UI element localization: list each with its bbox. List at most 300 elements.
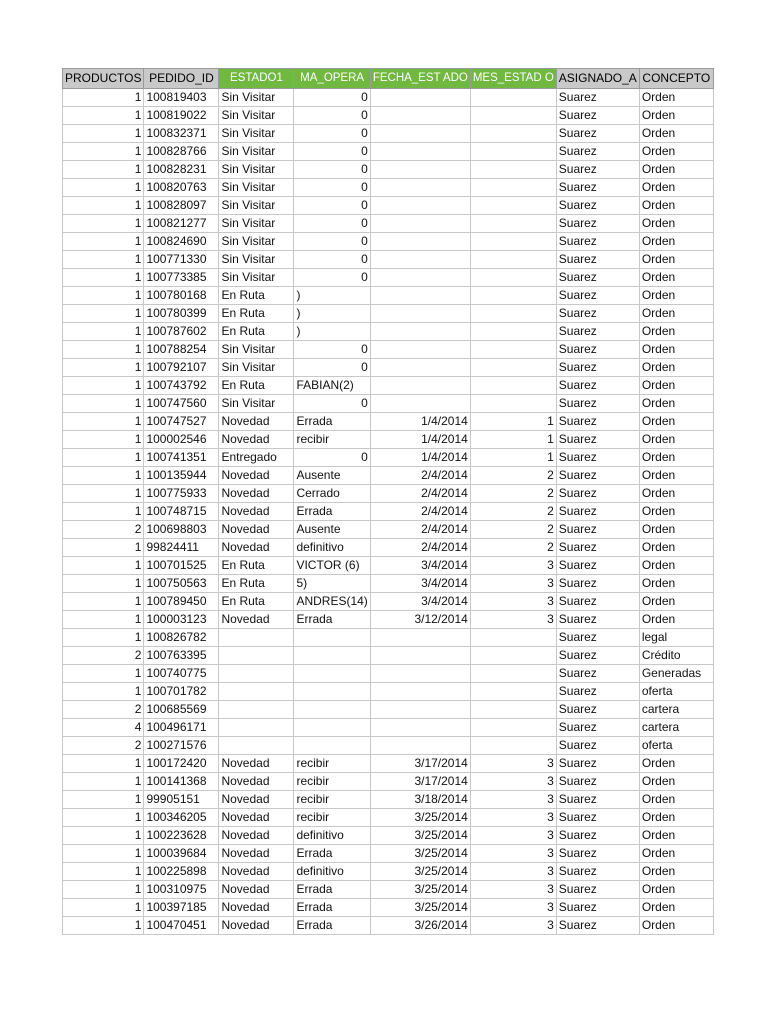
table-cell[interactable]: 1	[63, 593, 144, 611]
table-cell[interactable]: 2	[470, 503, 556, 521]
table-cell[interactable]: Suarez	[556, 377, 639, 395]
table-cell[interactable]: Suarez	[556, 161, 639, 179]
table-cell[interactable]: Errada	[294, 917, 370, 935]
table-cell[interactable]: Orden	[639, 449, 713, 467]
table-cell[interactable]: Suarez	[556, 503, 639, 521]
table-cell[interactable]: Suarez	[556, 467, 639, 485]
table-cell[interactable]: 4	[63, 719, 144, 737]
table-cell[interactable]	[219, 701, 294, 719]
table-cell[interactable]	[470, 629, 556, 647]
table-cell[interactable]: Suarez	[556, 323, 639, 341]
table-cell[interactable]: Suarez	[556, 647, 639, 665]
table-cell[interactable]: 3/17/2014	[370, 755, 470, 773]
table-cell[interactable]	[370, 719, 470, 737]
table-cell[interactable]: Suarez	[556, 233, 639, 251]
table-cell[interactable]	[470, 665, 556, 683]
table-cell[interactable]: Suarez	[556, 755, 639, 773]
table-cell[interactable]: En Ruta	[219, 287, 294, 305]
table-cell[interactable]: 100002546	[144, 431, 219, 449]
table-cell[interactable]: Orden	[639, 593, 713, 611]
table-cell[interactable]: Orden	[639, 377, 713, 395]
table-cell[interactable]: )	[294, 323, 370, 341]
table-cell[interactable]	[370, 341, 470, 359]
table-cell[interactable]: 2/4/2014	[370, 485, 470, 503]
table-cell[interactable]: 3	[470, 611, 556, 629]
table-cell[interactable]: Suarez	[556, 827, 639, 845]
table-cell[interactable]: Sin Visitar	[219, 143, 294, 161]
table-cell[interactable]: Suarez	[556, 665, 639, 683]
table-cell[interactable]: 1	[63, 269, 144, 287]
table-cell[interactable]: Novedad	[219, 773, 294, 791]
table-cell[interactable]: 100789450	[144, 593, 219, 611]
table-cell[interactable]: Errada	[294, 503, 370, 521]
table-cell[interactable]: Orden	[639, 125, 713, 143]
table-cell[interactable]: Orden	[639, 323, 713, 341]
table-cell[interactable]: 100748715	[144, 503, 219, 521]
table-cell[interactable]: 100698803	[144, 521, 219, 539]
table-cell[interactable]	[219, 719, 294, 737]
table-cell[interactable]: Novedad	[219, 485, 294, 503]
table-cell[interactable]: Novedad	[219, 791, 294, 809]
table-cell[interactable]: En Ruta	[219, 557, 294, 575]
table-cell[interactable]: 1	[63, 683, 144, 701]
table-cell[interactable]: Novedad	[219, 809, 294, 827]
table-cell[interactable]	[219, 737, 294, 755]
table-cell[interactable]: 3	[470, 791, 556, 809]
table-cell[interactable]	[370, 683, 470, 701]
table-cell[interactable]: 100496171	[144, 719, 219, 737]
table-cell[interactable]	[370, 251, 470, 269]
table-cell[interactable]: 100397185	[144, 899, 219, 917]
table-cell[interactable]: Orden	[639, 143, 713, 161]
table-cell[interactable]: Orden	[639, 611, 713, 629]
table-cell[interactable]	[370, 647, 470, 665]
table-cell[interactable]: Sin Visitar	[219, 89, 294, 107]
table-cell[interactable]: 100824690	[144, 233, 219, 251]
table-cell[interactable]: Sin Visitar	[219, 179, 294, 197]
table-cell[interactable]: Suarez	[556, 287, 639, 305]
table-cell[interactable]: 100780399	[144, 305, 219, 323]
table-cell[interactable]: definitivo	[294, 539, 370, 557]
table-cell[interactable]	[219, 629, 294, 647]
table-cell[interactable]: 100741351	[144, 449, 219, 467]
table-cell[interactable]: Orden	[639, 197, 713, 215]
table-cell[interactable]: 1	[63, 575, 144, 593]
table-cell[interactable]: Generadas	[639, 665, 713, 683]
table-cell[interactable]: Crédito	[639, 647, 713, 665]
table-cell[interactable]: 100828097	[144, 197, 219, 215]
table-cell[interactable]: 3	[470, 557, 556, 575]
table-cell[interactable]	[370, 737, 470, 755]
table-cell[interactable]: 1	[63, 395, 144, 413]
column-header-3[interactable]: MA_OPERA	[294, 69, 370, 89]
table-cell[interactable]: 3/25/2014	[370, 899, 470, 917]
table-cell[interactable]: )	[294, 305, 370, 323]
table-cell[interactable]: Sin Visitar	[219, 161, 294, 179]
table-cell[interactable]: 0	[294, 269, 370, 287]
table-cell[interactable]: Novedad	[219, 539, 294, 557]
table-cell[interactable]: Suarez	[556, 773, 639, 791]
table-cell[interactable]	[370, 269, 470, 287]
table-cell[interactable]	[370, 701, 470, 719]
table-cell[interactable]: 2/4/2014	[370, 539, 470, 557]
table-cell[interactable]	[470, 647, 556, 665]
table-cell[interactable]	[470, 323, 556, 341]
table-cell[interactable]: 1	[63, 359, 144, 377]
table-cell[interactable]: Errada	[294, 413, 370, 431]
table-cell[interactable]: 3/17/2014	[370, 773, 470, 791]
table-cell[interactable]: )	[294, 287, 370, 305]
table-cell[interactable]: 100172420	[144, 755, 219, 773]
table-cell[interactable]: 3/4/2014	[370, 557, 470, 575]
table-cell[interactable]: 3	[470, 845, 556, 863]
table-cell[interactable]: 1	[63, 899, 144, 917]
table-cell[interactable]	[294, 737, 370, 755]
table-cell[interactable]: 1	[63, 341, 144, 359]
table-cell[interactable]: 2/4/2014	[370, 503, 470, 521]
table-cell[interactable]: 1	[63, 827, 144, 845]
table-cell[interactable]: 100039684	[144, 845, 219, 863]
table-cell[interactable]: Suarez	[556, 179, 639, 197]
table-cell[interactable]: 1	[63, 287, 144, 305]
table-cell[interactable]: Novedad	[219, 611, 294, 629]
table-cell[interactable]: Sin Visitar	[219, 107, 294, 125]
column-header-4[interactable]: FECHA_EST ADO	[370, 69, 470, 89]
table-cell[interactable]: cartera	[639, 701, 713, 719]
table-cell[interactable]: Orden	[639, 557, 713, 575]
table-cell[interactable]: Suarez	[556, 143, 639, 161]
table-cell[interactable]: 2	[63, 737, 144, 755]
table-cell[interactable]: 100828766	[144, 143, 219, 161]
table-cell[interactable]: Orden	[639, 395, 713, 413]
table-cell[interactable]: Novedad	[219, 899, 294, 917]
table-cell[interactable]: Suarez	[556, 395, 639, 413]
table-cell[interactable]: Suarez	[556, 737, 639, 755]
table-cell[interactable]: Suarez	[556, 557, 639, 575]
table-cell[interactable]: 1	[63, 233, 144, 251]
table-cell[interactable]	[370, 323, 470, 341]
table-cell[interactable]: 100747527	[144, 413, 219, 431]
table-cell[interactable]: 100819022	[144, 107, 219, 125]
table-cell[interactable]: 100771330	[144, 251, 219, 269]
table-cell[interactable]: Novedad	[219, 881, 294, 899]
table-cell[interactable]	[294, 701, 370, 719]
table-cell[interactable]: 1	[63, 413, 144, 431]
table-cell[interactable]: 0	[294, 341, 370, 359]
table-cell[interactable]: 100821277	[144, 215, 219, 233]
table-cell[interactable]: 5)	[294, 575, 370, 593]
table-cell[interactable]	[370, 107, 470, 125]
table-cell[interactable]: Entregado	[219, 449, 294, 467]
table-cell[interactable]	[470, 251, 556, 269]
table-cell[interactable]: 1	[63, 431, 144, 449]
table-cell[interactable]: Orden	[639, 359, 713, 377]
column-header-0[interactable]: PRODUCTOS	[63, 69, 144, 89]
table-cell[interactable]	[370, 359, 470, 377]
table-cell[interactable]: 99824411	[144, 539, 219, 557]
table-cell[interactable]: 3	[470, 773, 556, 791]
table-cell[interactable]	[219, 647, 294, 665]
table-cell[interactable]: Sin Visitar	[219, 251, 294, 269]
table-cell[interactable]: recibir	[294, 773, 370, 791]
table-cell[interactable]: Orden	[639, 503, 713, 521]
table-cell[interactable]: 2	[470, 467, 556, 485]
table-cell[interactable]: 100820763	[144, 179, 219, 197]
table-cell[interactable]: Suarez	[556, 593, 639, 611]
column-header-2[interactable]: ESTADO1	[219, 69, 294, 89]
table-cell[interactable]	[470, 233, 556, 251]
table-cell[interactable]: 3/4/2014	[370, 593, 470, 611]
table-cell[interactable]: Novedad	[219, 917, 294, 935]
table-cell[interactable]: Suarez	[556, 611, 639, 629]
table-cell[interactable]	[370, 395, 470, 413]
table-cell[interactable]: 1	[63, 881, 144, 899]
table-cell[interactable]: 0	[294, 395, 370, 413]
table-cell[interactable]: Suarez	[556, 89, 639, 107]
table-cell[interactable]: 2	[63, 701, 144, 719]
table-cell[interactable]: 99905151	[144, 791, 219, 809]
table-cell[interactable]: 1	[470, 431, 556, 449]
table-cell[interactable]	[470, 215, 556, 233]
table-cell[interactable]: 1/4/2014	[370, 449, 470, 467]
table-cell[interactable]	[370, 377, 470, 395]
table-cell[interactable]: Orden	[639, 467, 713, 485]
table-cell[interactable]	[470, 269, 556, 287]
table-cell[interactable]: 1	[63, 251, 144, 269]
table-cell[interactable]	[370, 233, 470, 251]
table-cell[interactable]: Orden	[639, 413, 713, 431]
table-cell[interactable]: Suarez	[556, 341, 639, 359]
table-cell[interactable]: 100470451	[144, 917, 219, 935]
table-cell[interactable]	[219, 665, 294, 683]
table-cell[interactable]: Novedad	[219, 503, 294, 521]
table-cell[interactable]: 100750563	[144, 575, 219, 593]
table-cell[interactable]: 0	[294, 161, 370, 179]
table-cell[interactable]: Orden	[639, 755, 713, 773]
column-header-1[interactable]: PEDIDO_ID	[144, 69, 219, 89]
table-cell[interactable]: Suarez	[556, 431, 639, 449]
table-cell[interactable]: Suarez	[556, 107, 639, 125]
table-cell[interactable]: Sin Visitar	[219, 197, 294, 215]
table-cell[interactable]: 2/4/2014	[370, 521, 470, 539]
table-cell[interactable]: 3/25/2014	[370, 863, 470, 881]
table-cell[interactable]	[470, 719, 556, 737]
table-cell[interactable]: 1	[63, 485, 144, 503]
column-header-5[interactable]: MES_ESTAD O	[470, 69, 556, 89]
table-cell[interactable]: 2	[63, 521, 144, 539]
column-header-7[interactable]: CONCEPTO	[639, 69, 713, 89]
table-cell[interactable]: 100792107	[144, 359, 219, 377]
table-cell[interactable]: Suarez	[556, 575, 639, 593]
table-cell[interactable]: Sin Visitar	[219, 125, 294, 143]
table-cell[interactable]: 2	[470, 521, 556, 539]
table-cell[interactable]	[470, 737, 556, 755]
table-cell[interactable]: 0	[294, 125, 370, 143]
table-cell[interactable]: Suarez	[556, 683, 639, 701]
table-cell[interactable]: Orden	[639, 341, 713, 359]
table-cell[interactable]	[470, 305, 556, 323]
table-cell[interactable]	[370, 287, 470, 305]
table-cell[interactable]: 3	[470, 575, 556, 593]
table-cell[interactable]: 3/25/2014	[370, 827, 470, 845]
table-cell[interactable]: Orden	[639, 791, 713, 809]
table-cell[interactable]	[470, 701, 556, 719]
table-cell[interactable]: Orden	[639, 827, 713, 845]
table-cell[interactable]: 100141368	[144, 773, 219, 791]
table-cell[interactable]: Novedad	[219, 845, 294, 863]
table-cell[interactable]	[470, 341, 556, 359]
table-cell[interactable]: En Ruta	[219, 593, 294, 611]
table-cell[interactable]	[294, 629, 370, 647]
table-cell[interactable]	[470, 125, 556, 143]
table-cell[interactable]: Orden	[639, 107, 713, 125]
table-cell[interactable]	[370, 215, 470, 233]
table-cell[interactable]: 100701782	[144, 683, 219, 701]
table-cell[interactable]	[370, 89, 470, 107]
table-cell[interactable]: Suarez	[556, 899, 639, 917]
table-cell[interactable]: Suarez	[556, 269, 639, 287]
table-cell[interactable]: 1	[63, 539, 144, 557]
table-cell[interactable]: 0	[294, 449, 370, 467]
table-cell[interactable]: Orden	[639, 179, 713, 197]
table-cell[interactable]: En Ruta	[219, 377, 294, 395]
table-cell[interactable]	[470, 395, 556, 413]
table-cell[interactable]	[370, 161, 470, 179]
table-cell[interactable]: recibir	[294, 791, 370, 809]
table-cell[interactable]: Orden	[639, 539, 713, 557]
table-cell[interactable]: 3	[470, 593, 556, 611]
table-cell[interactable]: 3/4/2014	[370, 575, 470, 593]
table-cell[interactable]: 0	[294, 359, 370, 377]
table-cell[interactable]: definitivo	[294, 863, 370, 881]
table-cell[interactable]: Orden	[639, 233, 713, 251]
table-cell[interactable]	[370, 143, 470, 161]
table-cell[interactable]: Errada	[294, 845, 370, 863]
table-cell[interactable]: Errada	[294, 611, 370, 629]
table-cell[interactable]: VICTOR (6)	[294, 557, 370, 575]
table-cell[interactable]	[470, 179, 556, 197]
table-cell[interactable]: 3	[470, 755, 556, 773]
table-cell[interactable]: 100832371	[144, 125, 219, 143]
table-cell[interactable]: 100780168	[144, 287, 219, 305]
table-cell[interactable]: 1	[63, 773, 144, 791]
table-cell[interactable]	[219, 683, 294, 701]
table-cell[interactable]: Orden	[639, 575, 713, 593]
table-cell[interactable]: 1	[63, 917, 144, 935]
column-header-6[interactable]: ASIGNADO_A	[556, 69, 639, 89]
table-cell[interactable]	[470, 107, 556, 125]
table-cell[interactable]: 1	[63, 791, 144, 809]
table-cell[interactable]: 100701525	[144, 557, 219, 575]
table-cell[interactable]: 2	[470, 485, 556, 503]
table-cell[interactable]: Orden	[639, 161, 713, 179]
table-cell[interactable]	[470, 143, 556, 161]
table-cell[interactable]	[370, 179, 470, 197]
table-cell[interactable]: 1	[63, 809, 144, 827]
table-cell[interactable]: Cerrado	[294, 485, 370, 503]
table-cell[interactable]: 0	[294, 143, 370, 161]
table-cell[interactable]: 1	[63, 557, 144, 575]
table-cell[interactable]: 100747560	[144, 395, 219, 413]
table-cell[interactable]: Novedad	[219, 755, 294, 773]
table-cell[interactable]: 1	[63, 179, 144, 197]
table-cell[interactable]: 1	[63, 629, 144, 647]
table-cell[interactable]: 100819403	[144, 89, 219, 107]
table-cell[interactable]	[470, 683, 556, 701]
table-cell[interactable]: 3	[470, 827, 556, 845]
table-cell[interactable]: Sin Visitar	[219, 269, 294, 287]
table-cell[interactable]: Suarez	[556, 521, 639, 539]
table-cell[interactable]	[294, 683, 370, 701]
table-cell[interactable]: En Ruta	[219, 305, 294, 323]
table-cell[interactable]: Orden	[639, 485, 713, 503]
table-cell[interactable]: Errada	[294, 881, 370, 899]
table-cell[interactable]: FABIAN(2)	[294, 377, 370, 395]
table-cell[interactable]	[470, 197, 556, 215]
table-cell[interactable]: 1	[63, 143, 144, 161]
table-cell[interactable]	[370, 665, 470, 683]
table-cell[interactable]: Suarez	[556, 125, 639, 143]
table-cell[interactable]: En Ruta	[219, 323, 294, 341]
table-cell[interactable]	[470, 89, 556, 107]
table-cell[interactable]: 1	[63, 467, 144, 485]
table-cell[interactable]: 1/4/2014	[370, 413, 470, 431]
table-cell[interactable]: Suarez	[556, 917, 639, 935]
table-cell[interactable]: Suarez	[556, 413, 639, 431]
table-cell[interactable]: Suarez	[556, 629, 639, 647]
table-cell[interactable]: 3	[470, 863, 556, 881]
table-cell[interactable]: 3/25/2014	[370, 881, 470, 899]
table-cell[interactable]: 1	[63, 305, 144, 323]
table-cell[interactable]: Orden	[639, 431, 713, 449]
table-cell[interactable]: 100310975	[144, 881, 219, 899]
table-cell[interactable]: Suarez	[556, 539, 639, 557]
table-cell[interactable]: Novedad	[219, 467, 294, 485]
table-cell[interactable]: 100003123	[144, 611, 219, 629]
table-cell[interactable]	[294, 719, 370, 737]
table-cell[interactable]: Suarez	[556, 863, 639, 881]
table-cell[interactable]: 100773385	[144, 269, 219, 287]
table-cell[interactable]: Suarez	[556, 845, 639, 863]
table-cell[interactable]: oferta	[639, 737, 713, 755]
table-cell[interactable]: Suarez	[556, 809, 639, 827]
table-cell[interactable]: Suarez	[556, 881, 639, 899]
table-cell[interactable]: 100787602	[144, 323, 219, 341]
table-cell[interactable]	[470, 161, 556, 179]
table-cell[interactable]: 3/25/2014	[370, 809, 470, 827]
table-cell[interactable]	[294, 647, 370, 665]
table-cell[interactable]: Novedad	[219, 521, 294, 539]
table-cell[interactable]: 0	[294, 215, 370, 233]
table-cell[interactable]: 3/26/2014	[370, 917, 470, 935]
table-cell[interactable]: Orden	[639, 305, 713, 323]
table-cell[interactable]: Sin Visitar	[219, 215, 294, 233]
table-cell[interactable]: 100828231	[144, 161, 219, 179]
table-cell[interactable]: 1	[63, 611, 144, 629]
table-cell[interactable]: 1	[63, 503, 144, 521]
table-cell[interactable]: 3/18/2014	[370, 791, 470, 809]
table-cell[interactable]	[370, 197, 470, 215]
table-cell[interactable]: 100685569	[144, 701, 219, 719]
table-cell[interactable]: Orden	[639, 899, 713, 917]
table-cell[interactable]: Suarez	[556, 215, 639, 233]
table-cell[interactable]	[370, 629, 470, 647]
table-cell[interactable]: Orden	[639, 251, 713, 269]
table-cell[interactable]: Orden	[639, 917, 713, 935]
table-cell[interactable]: 100740775	[144, 665, 219, 683]
table-cell[interactable]: 3	[470, 917, 556, 935]
table-cell[interactable]: 2	[63, 647, 144, 665]
